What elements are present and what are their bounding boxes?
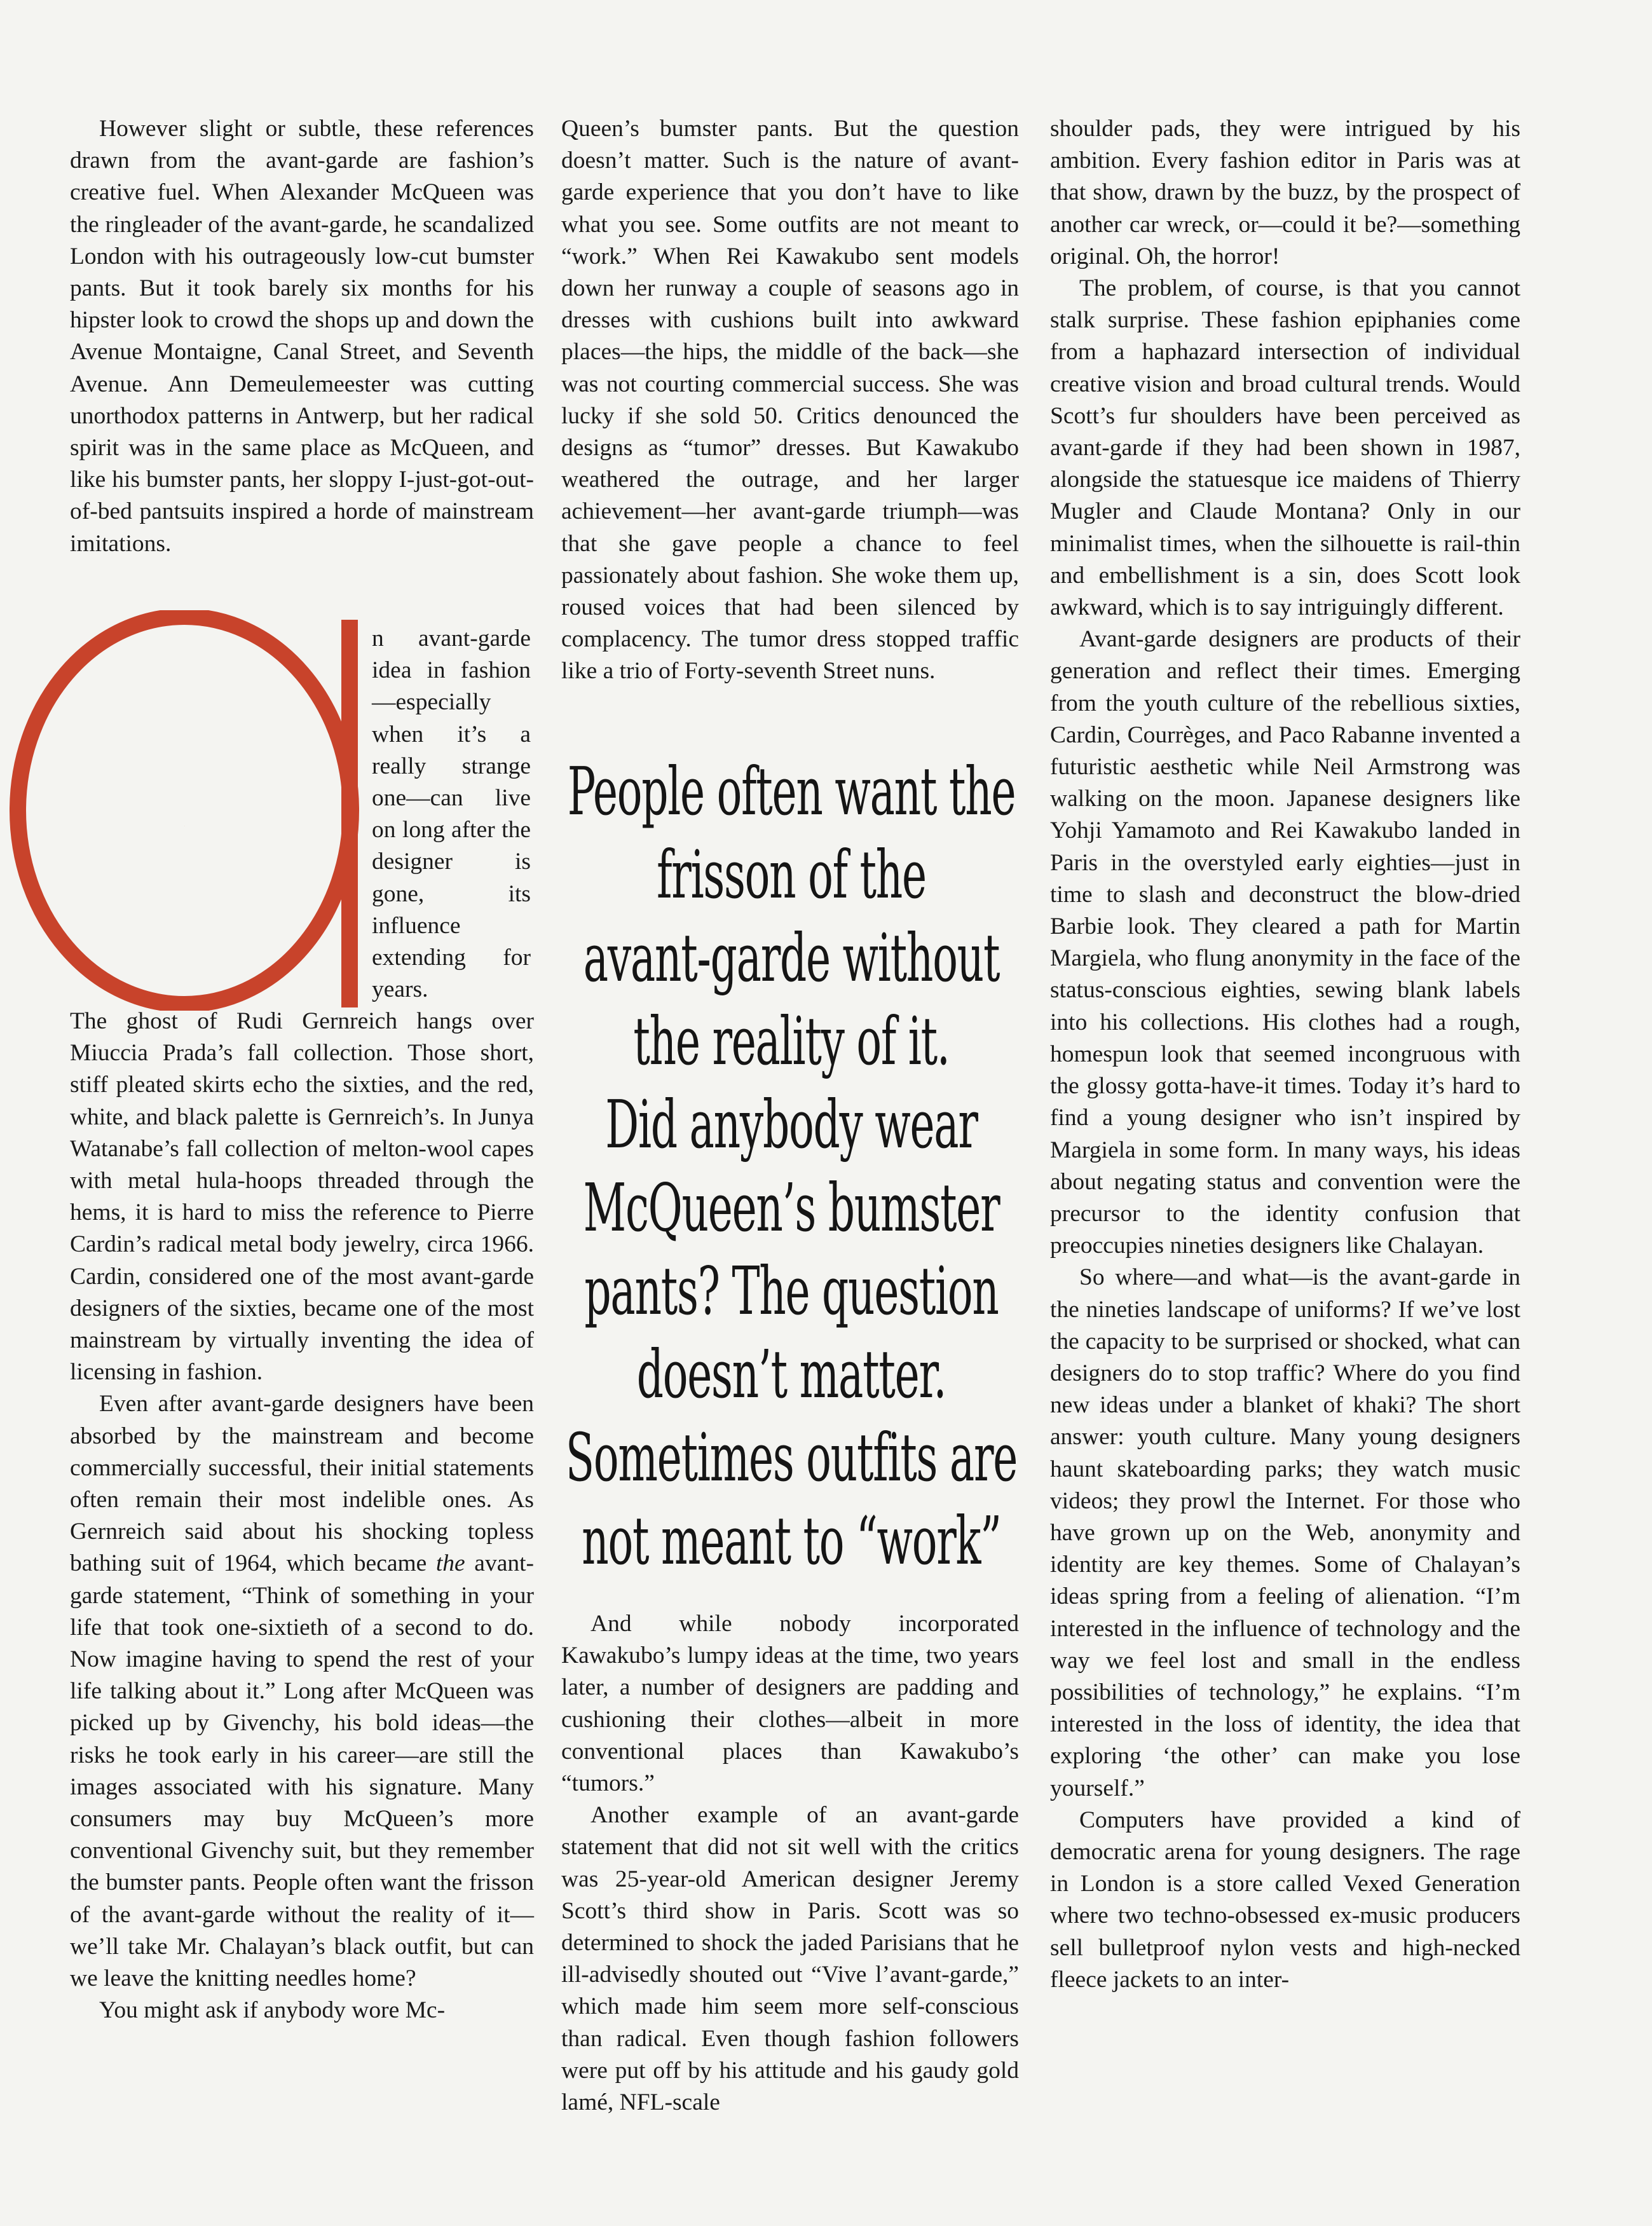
column-2-top: [561, 113, 1019, 688]
col2-para-1: Queen’s bumster pants. But the question doesn’t matter. Such is the nature of avant-garde experience that you don’t have to like what you see. Some outfits are not meant to “work.” When Rei Kawakubo sent models down her runway a couple of seasons ago in dresses with cushions built into awkward places—the hips, the middle of the back—she was not courting commercial success. She was lucky if she sold 50. Critics denounced the designs as “tumor” dresses. But Kawakubo weathered the outrage, and her larger achievement—her avant-garde triumph—was that she gave people a chance to feel passionately about fashion. She woke them up, roused voices that had been silenced by complacency. The tumor dress stopped traffic like a trio of Forty-seventh Street nuns.: [561, 116, 1019, 685]
col1-para-3-italic: the: [435, 1550, 465, 1577]
col1-para-3: [70, 1388, 534, 1995]
col3-para-4: So where—and what—is the avant-garde in the nineties landscape of uniforms? If we’ve lost the capacity to be surprised or shocked, what can designers do to stop traffic? Where do you find new ideas under a blanket of khaki? The short answer: youth culture. Many young designers haunt skateboarding parks; they watch music videos; they prowl the Internet. For those who have grown up on the Web, anonymity and identity are key themes. Some of Chalayan’s ideas spring from a feeling of alienation. “I’m interested in the influence of technology and the way we feel lost and small in the endless possibilities of technology,” he explains. “I’m interested in the loss of identity, the idea that exploring ‘the other’ can make you lose yourself.”: [1050, 1264, 1520, 1801]
pull-quote-line: pants? The question: [584, 1252, 999, 1330]
pull-quote: [556, 750, 1027, 1580]
pull-quote-line: doesn’t matter.: [636, 1335, 946, 1413]
col3-para-1: shoulder pads, they were intrigued by his ambition. Every fashion editor in Paris was at that show, drawn by the buzz, by the prospect of another car wreck, or—could it be?—something original. Oh, the horror!: [1050, 116, 1520, 270]
col1-para-2: The ghost of Rudi Gernreich hangs over Miuccia Prada’s fall collection. Those short, stiff pleated skirts echo the sixties, and the red, white, and black palette is Gernreich’s. In Junya Watanabe’s fall collection of melton-wool capes with metal hula-hoops threaded through the hems, it is hard to miss the reference to Pierre Cardin’s radical metal body jewelry, circa 1966. Cardin, considered one of the most avant-garde designers of the sixties, became one of the most mainstream by virtually inventing the idea of licensing in fashion.: [70, 1008, 534, 1386]
dropcap-stem: [341, 620, 358, 1007]
column-3: [1050, 113, 1520, 1996]
pull-quote-line: People often want the: [567, 753, 1016, 830]
column-1-bottom: [70, 1006, 534, 2027]
dropcap-bowl: [18, 617, 351, 1004]
dropcap-letter: [0, 610, 369, 1011]
pull-quote-line: avant-garde without: [583, 919, 1000, 997]
dropcap-paragraph-text: n avant-garde idea in fashion—especially when it’s a really strange one—can live on long after the designer is gone, its influence extending for years.: [372, 625, 531, 1003]
pull-quote-line: frisson of the: [657, 836, 926, 913]
column-2-bottom: [561, 1608, 1019, 2119]
col2-para-3: Another example of an avant-garde statement that did not sit well with the critics was 25-year-old American designer Jeremy Scott’s third show in Paris. Scott was so determined to shock the jaded Parisians that he ill-advisedly shouted out “Vive l’avant-garde,” which made him seem more self-conscious than radical. Even though fashion followers were put off by his attitude and his gaudy gold lamé, NFL-scale: [561, 1802, 1019, 2116]
col1-para-1: However slight or subtle, these references drawn from the avant-garde are fashion’s creative fuel. When Alexander McQueen was the ringleader of the avant-garde, he scandalized London with his outrageously low-cut bumster pants. But it took barely six months for his hipster look to crowd the shops up and down the Avenue Montaigne, Canal Street, and Seventh Avenue. Ann Demeulemeester was cutting unorthodox patterns in Antwerp, but her radical spirit was in the same place as McQueen, and like his bumster pants, her sloppy I-just-got-out-of-bed pantsuits inspired a horde of mainstream imitations.: [70, 116, 534, 557]
col1-para-3-before: Even after avant-garde designers have been absorbed by the mainstream and become commercially successful, their initial statements often remain their most indelible ones. As Gernreich said about his shocking topless bathing suit of 1964, which became: [70, 1391, 534, 1577]
pull-quote-line: McQueen’s bumster: [583, 1169, 1000, 1246]
col3-para-5: Computers have provided a kind of democratic arena for young designers. The rage in London is a store called Vexed Generation where two techno-obsessed ex-music producers sell bulletproof nylon vests and high-necked fleece jackets to an inter-: [1050, 1806, 1520, 1993]
pull-quote-line: not meant to “work”: [582, 1502, 1001, 1580]
col3-para-3: Avant-garde designers are products of their generation and reflect their times. Emerging from the youth culture of the rebellious sixties, Cardin, Courrèges, and Paco Rabanne invented a futuristic aesthetic while Neil Armstrong was walking on the moon. Japanese designers like Yohji Yamamoto and Rei Kawakubo landed in Paris in the overstyled early eighties—just in time to slash and deconstruct the blow-dried Barbie look. They cleared a path for Martin Margiela, who flung anonymity in the face of the status-conscious eighties, sewing blank labels into his collections. His clothes had a rough, homespun look that seemed incongruous with the glossy gotta-have-it times. Today it’s hard to find a young designer who isn’t inspired by Margiela in some form. In many ways, his ideas about negating status and convention were the precursor to the identity confusion that preoccupies nineties designers like Chalayan.: [1050, 626, 1520, 1259]
col3-para-2: The problem, of course, is that you cannot stalk surprise. These fashion epiphanies come from a haphazard intersection of individual creative vision and broad cultural trends. Would Scott’s fur shoulders have been perceived as avant-garde if they had been shown in 1987, alongside the statuesque ice maidens of Thierry Mugler and Claude Montana? Only in our minimalist times, when the silhouette is rail-thin and embellishment is a sin, does Scott look awkward, which is to say intriguingly different.: [1050, 275, 1520, 621]
pull-quote-line: the reality of it.: [633, 1002, 950, 1080]
column-1-top: [70, 113, 534, 560]
col2-para-2: And while nobody incorporated Kawakubo’s lumpy ideas at the time, two years later, a number of designers are padding and cushioning their clothes—albeit in more conventional places than Kawakubo’s “tumors.”: [561, 1611, 1019, 1797]
col1-para-4: You might ask if anybody wore Mc-: [99, 1997, 446, 2024]
pull-quote-line: Sometimes outfits are: [565, 1419, 1018, 1496]
col1-para-3-after: avant-garde statement, “Think of something in your life that took one-sixtieth of a second to do. Now imagine having to spend the rest of your life talking about it.” Long after McQueen was picked up by Givenchy, his bold ideas—the risks he took early in his career—are still the images associated with his signature. Many consumers may buy McQueen’s more conventional Givenchy suit, but they remember the bumster pants. People often want the frisson of the avant-garde without the reality of it—we’ll take Mr. Chalayan’s black outfit, but can we leave the knitting needles home?: [70, 1550, 534, 1992]
pull-quote-line: Did anybody wear: [605, 1086, 978, 1163]
dropcap-paragraph: [372, 623, 531, 1006]
dropcap-letter-text: a: [184, 826, 185, 827]
